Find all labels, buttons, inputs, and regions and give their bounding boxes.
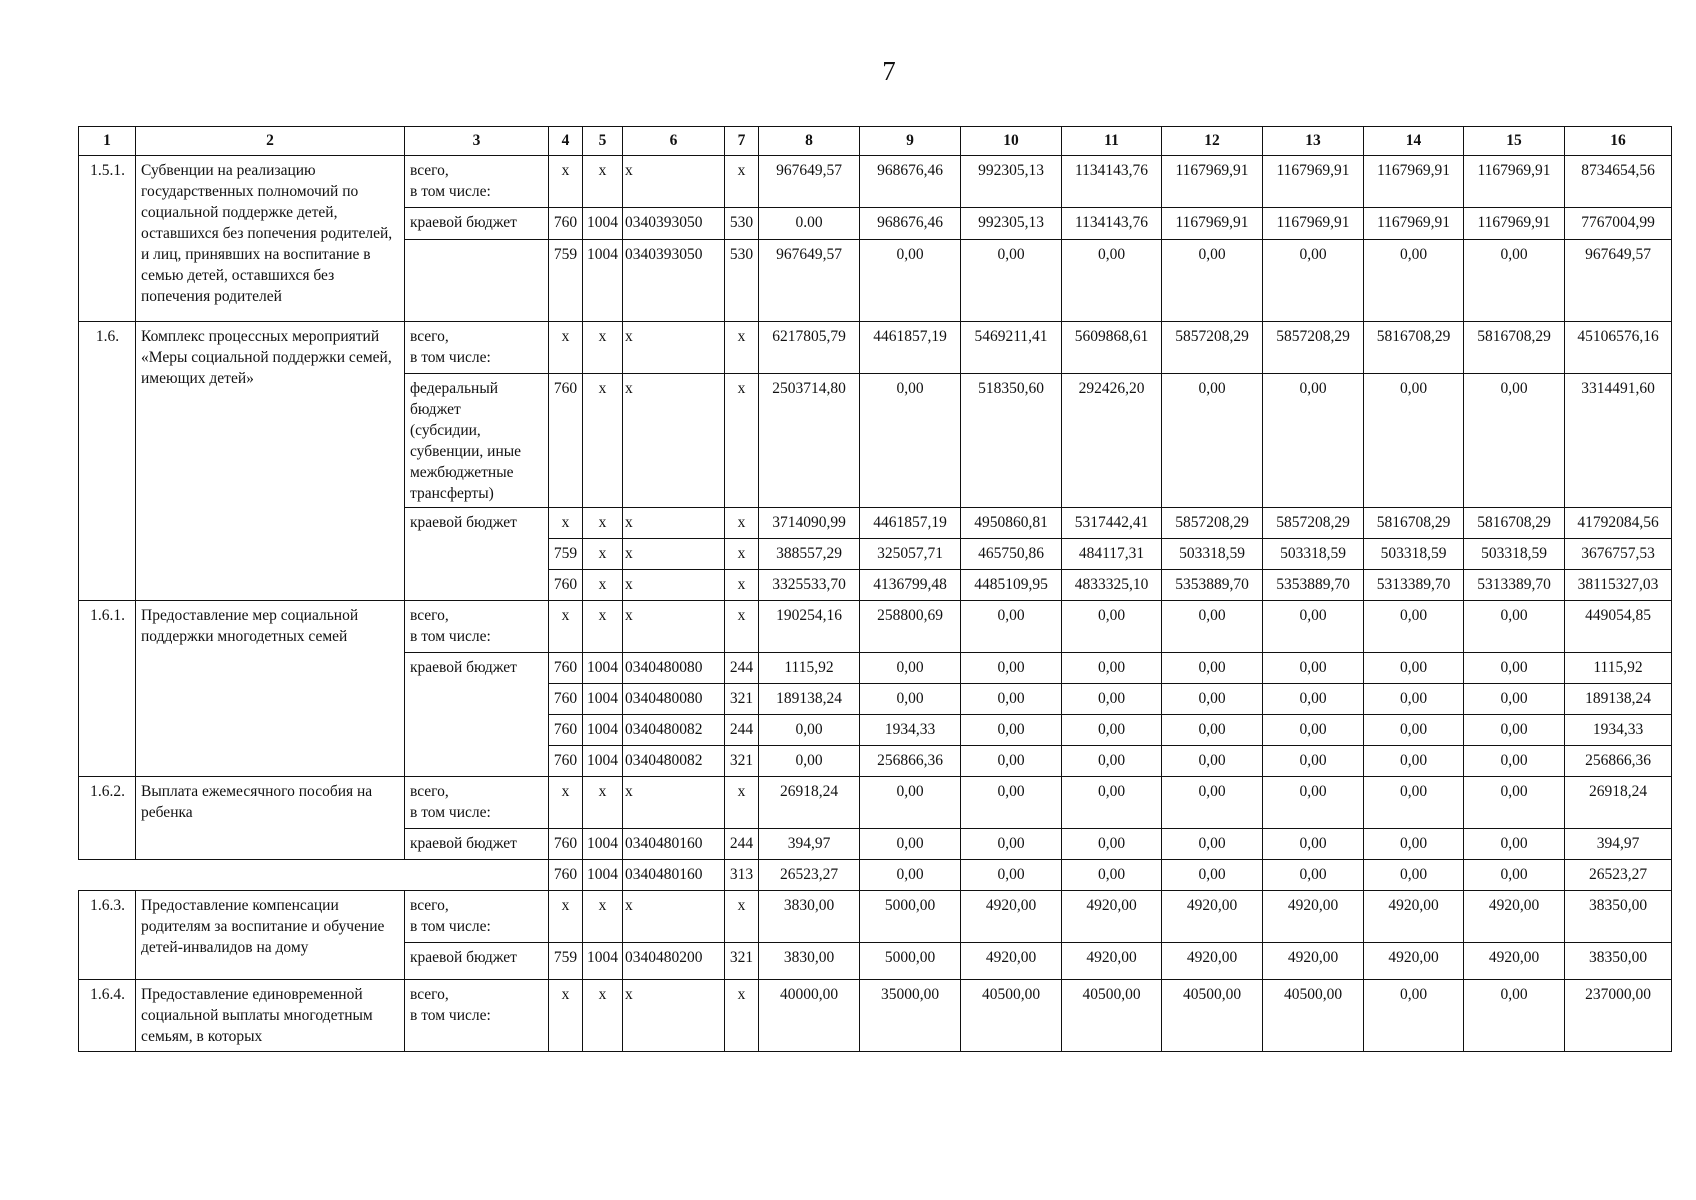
year-value: 0,00 [860,829,961,860]
year-value: 968676,46 [860,156,961,208]
year-value: 0,00 [1364,746,1464,777]
year-value: 4920,00 [1162,891,1263,943]
year-value: 4485109,95 [961,570,1062,601]
code-cell: х [583,156,623,208]
year-value: 5317442,41 [1062,508,1162,539]
code-cell: х [583,980,623,1052]
year-value: 1167969,91 [1464,208,1565,240]
code-cell: 1004 [583,746,623,777]
year-value: 0,00 [961,746,1062,777]
year-value: 0,00 [1062,746,1162,777]
year-value: 0,00 [1162,601,1263,653]
year-value: 5353889,70 [1162,570,1263,601]
code-cell: 760 [549,570,583,601]
header-cell: 7 [725,127,759,156]
year-value: 4833325,10 [1062,570,1162,601]
target-code: 0340480080 [623,684,725,715]
code-cell: х [725,156,759,208]
year-value: 1115,92 [759,653,860,684]
total-value: 8734654,56 [1565,156,1672,208]
code-cell: х [725,777,759,829]
code-cell: х [549,980,583,1052]
year-value: 967649,57 [759,156,860,208]
year-value: 0,00 [860,240,961,322]
year-value: 503318,59 [1162,539,1263,570]
header-cell: 12 [1162,127,1263,156]
code-cell: 759 [549,240,583,322]
year-value: 0,00 [1263,860,1364,891]
year-value: 0,00 [1464,746,1565,777]
year-value: 0,00 [860,777,961,829]
year-value: 0,00 [1062,601,1162,653]
year-value: 0,00 [1364,684,1464,715]
target-code: 0340393050 [623,240,725,322]
year-value: 5609868,61 [1062,322,1162,374]
code-cell: х [725,539,759,570]
code-cell: х [549,508,583,539]
table-row [79,777,1672,829]
code-cell: 760 [549,684,583,715]
code-cell: 760 [549,829,583,860]
year-value: 0,00 [1162,374,1263,508]
year-value: 0,00 [1364,860,1464,891]
code-cell: 321 [725,943,759,980]
code-cell: 1004 [583,860,623,891]
year-value: 5857208,29 [1162,322,1263,374]
year-value: 503318,59 [1364,539,1464,570]
funding-source: краевой бюджет [405,653,549,777]
header-cell: 4 [549,127,583,156]
total-value: 1115,92 [1565,653,1672,684]
year-value: 0,00 [860,684,961,715]
blank-cell [79,860,549,891]
target-code: х [623,322,725,374]
year-value: 256866,36 [860,746,961,777]
target-code: 0340480160 [623,829,725,860]
year-value: 4920,00 [1062,943,1162,980]
target-code: 0340480082 [623,746,725,777]
year-value: 0,00 [1263,601,1364,653]
code-cell: х [725,322,759,374]
year-value: 5816708,29 [1464,508,1565,539]
year-value: 0,00 [961,684,1062,715]
year-value: 0,00 [1464,601,1565,653]
year-value: 5857208,29 [1263,508,1364,539]
year-value: 1934,33 [860,715,961,746]
header-cell: 9 [860,127,961,156]
code-cell: х [583,891,623,943]
year-value: 465750,86 [961,539,1062,570]
year-value: 4920,00 [1464,943,1565,980]
target-code: х [623,891,725,943]
year-value: 1167969,91 [1162,208,1263,240]
year-value: 4920,00 [1364,891,1464,943]
item-name: Предоставление единовременной социальной выплаты многодетным семьям, в которых [136,980,405,1052]
item-number: 1.6.4. [79,980,136,1052]
item-name: Субвенции на реализацию государственных полномочий по социальной поддержке детей, оставшихся без попечения родителей, и лиц, принявших на воспитание в семью детей, оставшихся без попечения родителей [136,156,405,322]
year-value: 0,00 [1364,240,1464,322]
target-code: х [623,601,725,653]
year-value: 3830,00 [759,891,860,943]
target-code: 0340480082 [623,715,725,746]
year-value: 4920,00 [1062,891,1162,943]
year-value: 3325533,70 [759,570,860,601]
page-number: 7 [882,56,896,86]
year-value: 0,00 [1464,684,1565,715]
header-cell: 10 [961,127,1062,156]
year-value: 484117,31 [1062,539,1162,570]
year-value: 0,00 [1162,829,1263,860]
code-cell: х [549,322,583,374]
year-value: 5857208,29 [1162,508,1263,539]
year-value: 968676,46 [860,208,961,240]
code-cell: 1004 [583,715,623,746]
year-value: 0,00 [1364,829,1464,860]
code-cell: х [549,891,583,943]
total-value: 38350,00 [1565,891,1672,943]
year-value: 0,00 [1062,860,1162,891]
year-value: 0,00 [1263,829,1364,860]
header-cell: 1 [79,127,136,156]
year-value: 0,00 [759,746,860,777]
year-value: 5857208,29 [1263,322,1364,374]
code-cell: 530 [725,240,759,322]
item-number: 1.6.1. [79,601,136,777]
year-value: 503318,59 [1464,539,1565,570]
year-value: 518350,60 [961,374,1062,508]
year-value: 0,00 [1162,653,1263,684]
year-value: 40500,00 [1263,980,1364,1052]
year-value: 3714090,99 [759,508,860,539]
header-row [79,127,1672,156]
code-cell: х [725,891,759,943]
code-cell: х [583,601,623,653]
code-cell: 760 [549,208,583,240]
year-value: 5816708,29 [1464,322,1565,374]
year-value: 40500,00 [1062,980,1162,1052]
header-cell: 3 [405,127,549,156]
year-value: 40500,00 [961,980,1062,1052]
year-value: 0,00 [1062,829,1162,860]
target-code: х [623,777,725,829]
year-value: 1167969,91 [1364,208,1464,240]
year-value: 0,00 [1464,980,1565,1052]
year-value: 4920,00 [1162,943,1263,980]
code-cell: х [725,374,759,508]
code-cell: х [549,156,583,208]
funding-source: краевой бюджет [405,829,549,860]
funding-source: всего, в том числе: [405,156,549,208]
year-value: 0,00 [1263,746,1364,777]
year-value: 26918,24 [759,777,860,829]
year-value: 5000,00 [860,891,961,943]
year-value: 0,00 [1062,240,1162,322]
funding-source: краевой бюджет [405,508,549,601]
year-value: 258800,69 [860,601,961,653]
year-value: 6217805,79 [759,322,860,374]
year-value: 4920,00 [961,943,1062,980]
year-value: 4950860,81 [961,508,1062,539]
year-value: 4920,00 [1263,891,1364,943]
code-cell: х [583,374,623,508]
total-value: 41792084,56 [1565,508,1672,539]
year-value: 0,00 [961,860,1062,891]
year-value: 0,00 [961,829,1062,860]
year-value: 0,00 [961,601,1062,653]
year-value: 0,00 [1464,240,1565,322]
item-number: 1.6. [79,322,136,601]
total-value: 26918,24 [1565,777,1672,829]
code-cell: х [583,508,623,539]
header-cell: 15 [1464,127,1565,156]
year-value: 4920,00 [1464,891,1565,943]
year-value: 1167969,91 [1364,156,1464,208]
code-cell: 760 [549,653,583,684]
year-value: 1134143,76 [1062,156,1162,208]
code-cell: 1004 [583,829,623,860]
year-value: 5353889,70 [1263,570,1364,601]
year-value: 0,00 [1464,374,1565,508]
target-code: х [623,980,725,1052]
year-value: 0,00 [860,374,961,508]
year-value: 0,00 [1162,240,1263,322]
year-value: 0,00 [1263,684,1364,715]
code-cell: 1004 [583,943,623,980]
code-cell: 244 [725,653,759,684]
code-cell: х [583,777,623,829]
code-cell: 759 [549,943,583,980]
code-cell: х [725,508,759,539]
year-value: 1167969,91 [1263,156,1364,208]
code-cell: х [725,570,759,601]
target-code: х [623,570,725,601]
total-value: 38115327,03 [1565,570,1672,601]
total-value: 967649,57 [1565,240,1672,322]
year-value: 388557,29 [759,539,860,570]
year-value: 40000,00 [759,980,860,1052]
year-value: 325057,71 [860,539,961,570]
year-value: 5816708,29 [1364,322,1464,374]
header-cell: 6 [623,127,725,156]
total-value: 189138,24 [1565,684,1672,715]
header-cell: 13 [1263,127,1364,156]
target-code: 0340480160 [623,860,725,891]
year-value: 0,00 [1162,777,1263,829]
year-value: 0,00 [759,715,860,746]
table-row [79,860,1672,891]
code-cell: х [725,601,759,653]
item-name: Предоставление компенсации родителям за воспитание и обучение детей-инвалидов на дому [136,891,405,980]
target-code: 0340393050 [623,208,725,240]
year-value: 0,00 [1464,653,1565,684]
code-cell: 760 [549,374,583,508]
year-value: 35000,00 [860,980,961,1052]
year-value: 0,00 [961,715,1062,746]
target-code: х [623,156,725,208]
year-value: 4136799,48 [860,570,961,601]
funding-source: федеральный бюджет (субсидии, субвенции, иные межбюджетные трансферты) [405,374,549,508]
total-value: 237000,00 [1565,980,1672,1052]
code-cell: 760 [549,715,583,746]
year-value: 0,00 [860,653,961,684]
year-value: 0,00 [1464,715,1565,746]
target-code: х [623,374,725,508]
year-value: 0,00 [1464,829,1565,860]
year-value: 0,00 [961,653,1062,684]
total-value: 7767004,99 [1565,208,1672,240]
year-value: 2503714,80 [759,374,860,508]
funding-source: всего, в том числе: [405,777,549,829]
year-value: 5816708,29 [1364,508,1464,539]
year-value: 292426,20 [1062,374,1162,508]
year-value: 0,00 [1263,374,1364,508]
year-value: 4920,00 [1263,943,1364,980]
total-value: 1934,33 [1565,715,1672,746]
funding-source: всего, в том числе: [405,322,549,374]
year-value: 0,00 [1364,653,1464,684]
code-cell: 244 [725,715,759,746]
item-name: Выплата ежемесячного пособия на ребенка [136,777,405,860]
code-cell: х [583,539,623,570]
code-cell: 1004 [583,208,623,240]
year-value: 0.00 [759,208,860,240]
target-code: 0340480200 [623,943,725,980]
year-value: 0,00 [1364,777,1464,829]
code-cell: х [549,601,583,653]
year-value: 5469211,41 [961,322,1062,374]
year-value: 0,00 [1162,860,1263,891]
item-number: 1.6.3. [79,891,136,980]
item-name: Комплекс процессных мероприятий «Меры социальной поддержки семей, имеющих детей» [136,322,405,601]
header-cell: 5 [583,127,623,156]
code-cell: х [583,322,623,374]
year-value: 0,00 [1263,715,1364,746]
year-value: 26523,27 [759,860,860,891]
year-value: 1134143,76 [1062,208,1162,240]
code-cell: х [549,777,583,829]
table-row [79,322,1672,374]
year-value: 1167969,91 [1464,156,1565,208]
year-value: 0,00 [1364,980,1464,1052]
code-cell: 244 [725,829,759,860]
code-cell: 530 [725,208,759,240]
code-cell: 760 [549,860,583,891]
year-value: 0,00 [1364,715,1464,746]
year-value: 4920,00 [1364,943,1464,980]
total-value: 394,97 [1565,829,1672,860]
code-cell: 1004 [583,240,623,322]
year-value: 967649,57 [759,240,860,322]
total-value: 3314491,60 [1565,374,1672,508]
year-value: 0,00 [1162,684,1263,715]
year-value: 0,00 [961,777,1062,829]
table-row [79,891,1672,943]
year-value: 0,00 [1062,653,1162,684]
total-value: 256866,36 [1565,746,1672,777]
year-value: 1167969,91 [1162,156,1263,208]
funding-source: всего, в том числе: [405,980,549,1052]
budget-table [78,126,1672,1052]
year-value: 4920,00 [961,891,1062,943]
code-cell: х [583,570,623,601]
year-value: 0,00 [1364,601,1464,653]
year-value: 992305,13 [961,208,1062,240]
item-number: 1.5.1. [79,156,136,322]
item-number: 1.6.2. [79,777,136,860]
funding-source: всего, в том числе: [405,891,549,943]
table-row [79,601,1672,653]
total-value: 449054,85 [1565,601,1672,653]
year-value: 4461857,19 [860,322,961,374]
total-value: 45106576,16 [1565,322,1672,374]
year-value: 0,00 [1162,715,1263,746]
year-value: 0,00 [1062,684,1162,715]
year-value: 40500,00 [1162,980,1263,1052]
year-value: 0,00 [1464,777,1565,829]
header-cell: 2 [136,127,405,156]
year-value: 0,00 [1464,860,1565,891]
year-value: 0,00 [860,860,961,891]
year-value: 992305,13 [961,156,1062,208]
total-value: 3676757,53 [1565,539,1672,570]
year-value: 0,00 [1062,777,1162,829]
year-value: 1167969,91 [1263,208,1364,240]
year-value: 0,00 [1162,746,1263,777]
code-cell: 760 [549,746,583,777]
header-cell: 16 [1565,127,1672,156]
year-value: 0,00 [1364,374,1464,508]
table-row [79,156,1672,208]
code-cell: 313 [725,860,759,891]
header-cell: 14 [1364,127,1464,156]
total-value: 38350,00 [1565,943,1672,980]
code-cell: 1004 [583,653,623,684]
year-value: 5313389,70 [1464,570,1565,601]
code-cell: 321 [725,684,759,715]
funding-source [405,240,549,322]
code-cell: 321 [725,746,759,777]
target-code: 0340480080 [623,653,725,684]
code-cell: 759 [549,539,583,570]
year-value: 5313389,70 [1364,570,1464,601]
year-value: 0,00 [1263,653,1364,684]
header-cell: 8 [759,127,860,156]
year-value: 5000,00 [860,943,961,980]
funding-source: краевой бюджет [405,208,549,240]
year-value: 394,97 [759,829,860,860]
code-cell: х [725,980,759,1052]
year-value: 0,00 [961,240,1062,322]
total-value: 26523,27 [1565,860,1672,891]
table-row [79,980,1672,1052]
year-value: 503318,59 [1263,539,1364,570]
code-cell: 1004 [583,684,623,715]
year-value: 189138,24 [759,684,860,715]
year-value: 3830,00 [759,943,860,980]
target-code: х [623,539,725,570]
item-name: Предоставление мер социальной поддержки многодетных семей [136,601,405,777]
funding-source: всего, в том числе: [405,601,549,653]
year-value: 0,00 [1062,715,1162,746]
year-value: 190254,16 [759,601,860,653]
funding-source: краевой бюджет [405,943,549,980]
year-value: 0,00 [1263,777,1364,829]
year-value: 0,00 [1263,240,1364,322]
target-code: х [623,508,725,539]
year-value: 4461857,19 [860,508,961,539]
header-cell: 11 [1062,127,1162,156]
